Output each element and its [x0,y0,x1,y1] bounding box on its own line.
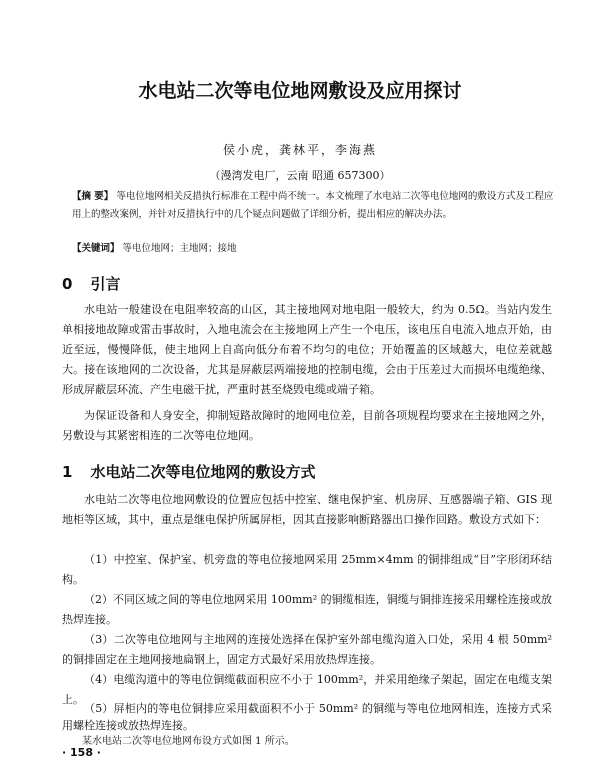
affiliation: （漫湾发电厂，云南 昭通 657300） [209,169,391,182]
keywords-text: 等电位地网；主地网；接地 [122,243,237,254]
section-heading-1 [62,461,315,482]
section-title: 水电站二次等电位地网的敷设方式 [90,463,316,481]
section-title: 引言 [90,275,121,293]
keywords [72,240,557,258]
section-number: 1 [62,463,73,481]
section-number: 0 [62,275,73,293]
list-item-2: （2）不同区域之间的等电位地网采用 100mm² 的铜缆相连，铜缆与铜排连接采用螺栓连接或放热焊连接。 [62,593,552,626]
list-item-4: （4）电缆沟道中的等电位铜缆截面积应不小于 100mm²，并采用绝缘子架起，固定在电缆支架上。 [62,673,552,706]
section1-paragraph-2: 某水电站二次等电位地网布设方式如图 1 所示。 [82,736,295,747]
keywords-label: 【关键词】 [72,243,120,254]
abstract-text: 等电位地网相关反措执行标准在工程中尚不统一。本文梳理了水电站二次等电位地网的敷设方式及工程应用上的整改案例，并针对反措执行中的几个疑点问题做了详细分析，提出相应的解决办法。 [72,191,554,220]
intro-paragraph-2: 为保证设备和人身安全，抑制短路故障时的地网电位差，目前各项规程均要求在主接地网之外，另敷设与其紧密相连的二次等电位地网。 [62,409,552,442]
paper-title: 水电站二次等电位地网敷设及应用探讨 [138,80,462,102]
list-item-5: （5）屏柜内的等电位铜排应采用截面积不小于 50mm² 的铜缆与等电位地网相连，连接方式采用螺栓连接或放热焊连接。 [62,702,552,732]
abstract [72,188,557,224]
section1-paragraph-1: 水电站二次等电位地网敷设的位置应包括中控室、继电保护室、机房屏、互感器端子箱、GIS 现地柜等区域，其中，重点是继电保护所属屏柜，因其直接影响断路器出口操作回路。敷设方式如下： [62,493,552,526]
page-number: · 158 · [62,746,101,759]
authors: 侯小虎，龚林平，李海燕 [222,143,377,157]
intro-paragraph-1: 水电站一般建设在电阻率较高的山区，其主接地网对地电阻一般较大，约为 0.5Ω。当站内发生单相接地故障或雷击事故时，入地电流会在主接地网上产生一个电压，该电压自电流入地点开始，由近至远，慢慢降低，使主地网上自高向低分布着不均匀的电位；开始覆盖的区域越大，电位差就越大。接在该地网的二次设备，尤其是屏蔽层两端接地的控制电缆，会由于压差过大而损坏电缆绝缘、形成屏蔽层环流、产生电磁干扰，严重时甚至烧毁电缆或端子箱。 [62,303,552,396]
section-heading-intro [62,273,120,294]
list-item-3: （3）二次等电位地网与主地网的连接处选择在保护室外部电缆沟道入口处，采用 4 根 50mm² 的铜排固定在主地网接地扁钢上，固定方式最好采用放热焊连接。 [62,633,552,666]
abstract-label: 【摘 要】 [72,191,114,202]
list-item-1: （1）中控室、保护室、机旁盘的等电位接地网采用 25mm×4mm 的铜排组成“目”字形闭环结构。 [62,553,552,586]
